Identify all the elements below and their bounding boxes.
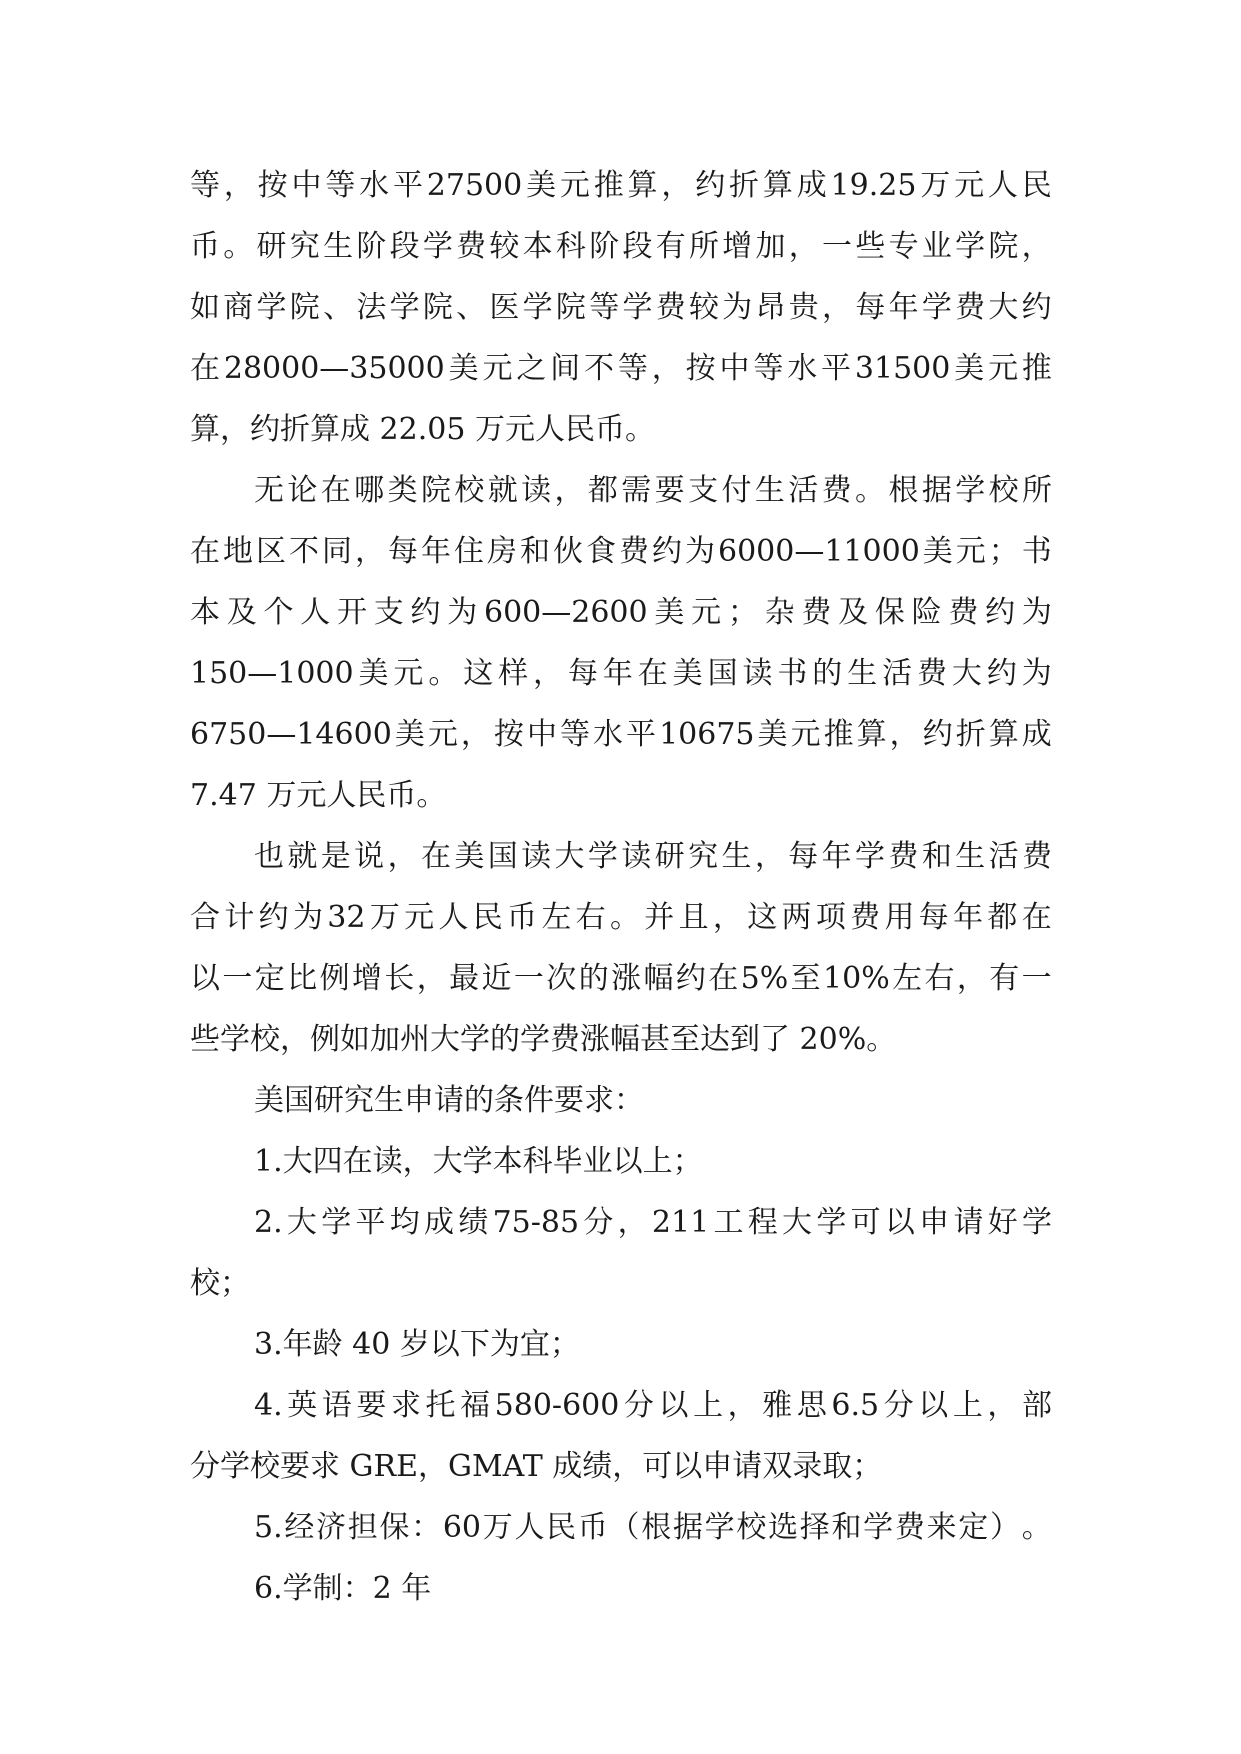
text-line: 些学校，例如加州大学的学费涨幅甚至达到了 20%。 <box>190 1022 897 1057</box>
text-line: 3.年龄 40 岁以下为宜； <box>254 1327 580 1362</box>
text-line: 7.47 万元人民币。 <box>190 778 447 813</box>
text-line: 2. 大 学 平 均 成 绩 75-85 分 ， 211 工 程 大 学 可 以 申 请 好 学 <box>254 1205 1052 1240</box>
text-line: 4. 英 语 要 求 托 福 580-600 分 以 上 ， 雅 思 6.5 分 以 上 ， 部 <box>254 1388 1052 1423</box>
text-line: 币 。 研 究 生 阶 段 学 费 较 本 科 阶 段 有 所 增 加 ， 一 些 专 业 学 院 ， <box>190 229 1052 264</box>
text-line: 无 论 在 哪 类 院 校 就 读 ， 都 需 要 支 付 生 活 费 。 根 据 学 校 所 <box>254 473 1052 508</box>
text-line: 合 计 约 为 32 万 元 人 民 币 左 右 。 并 且 ， 这 两 项 费 用 每 年 都 在 <box>190 900 1052 935</box>
text-line: 在 地 区 不 同 ， 每 年 住 房 和 伙 食 费 约 为 6000—11000 美 元 ； 书 <box>190 534 1052 569</box>
document-body <box>190 155 1052 1619</box>
text-line: 以 一 定 比 例 增 长 ， 最 近 一 次 的 涨 幅 约 在 5% 至 10% 左 右 ， 有 一 <box>190 961 1052 996</box>
text-line: 算，约折算成 22.05 万元人民币。 <box>190 412 655 447</box>
text-line: 美国研究生申请的条件要求： <box>254 1083 644 1118</box>
text-line: 如 商 学 院 、 法 学 院 、 医 学 院 等 学 费 较 为 昂 贵 ， 每 年 学 费 大 约 <box>190 290 1052 325</box>
text-line: 也 就 是 说 ， 在 美 国 读 大 学 读 研 究 生 ， 每 年 学 费 和 生 活 费 <box>254 839 1052 874</box>
text-line: 本 及 个 人 开 支 约 为 600—2600 美 元 ； 杂 费 及 保 险 费 约 为 <box>190 595 1052 630</box>
text-line: 5. 经 济 担 保 ： 60 万 人 民 币 （ 根 据 学 校 选 择 和 学 费 来 定 ） 。 <box>254 1510 1052 1545</box>
text-line: 1.大四在读，大学本科毕业以上； <box>254 1144 703 1179</box>
text-line: 校； <box>190 1266 250 1301</box>
text-line: 分学校要求 GRE，GMAT 成绩，可以申请双录取； <box>190 1449 883 1484</box>
text-line: 在 28000—35000 美 元 之 间 不 等 ， 按 中 等 水 平 31500 美 元 推 <box>190 351 1052 386</box>
text-line: 6.学制：2 年 <box>254 1571 432 1606</box>
text-line: 150—1000 美 元 。 这 样 ， 每 年 在 美 国 读 书 的 生 活 费 大 约 为 <box>190 656 1052 691</box>
text-line: 6750—14600 美 元 ， 按 中 等 水 平 10675 美 元 推 算 ， 约 折 算 成 <box>190 717 1052 752</box>
text-line: 等 ， 按 中 等 水 平 27500 美 元 推 算 ， 约 折 算 成 19.25 万 元 人 民 <box>190 168 1052 203</box>
